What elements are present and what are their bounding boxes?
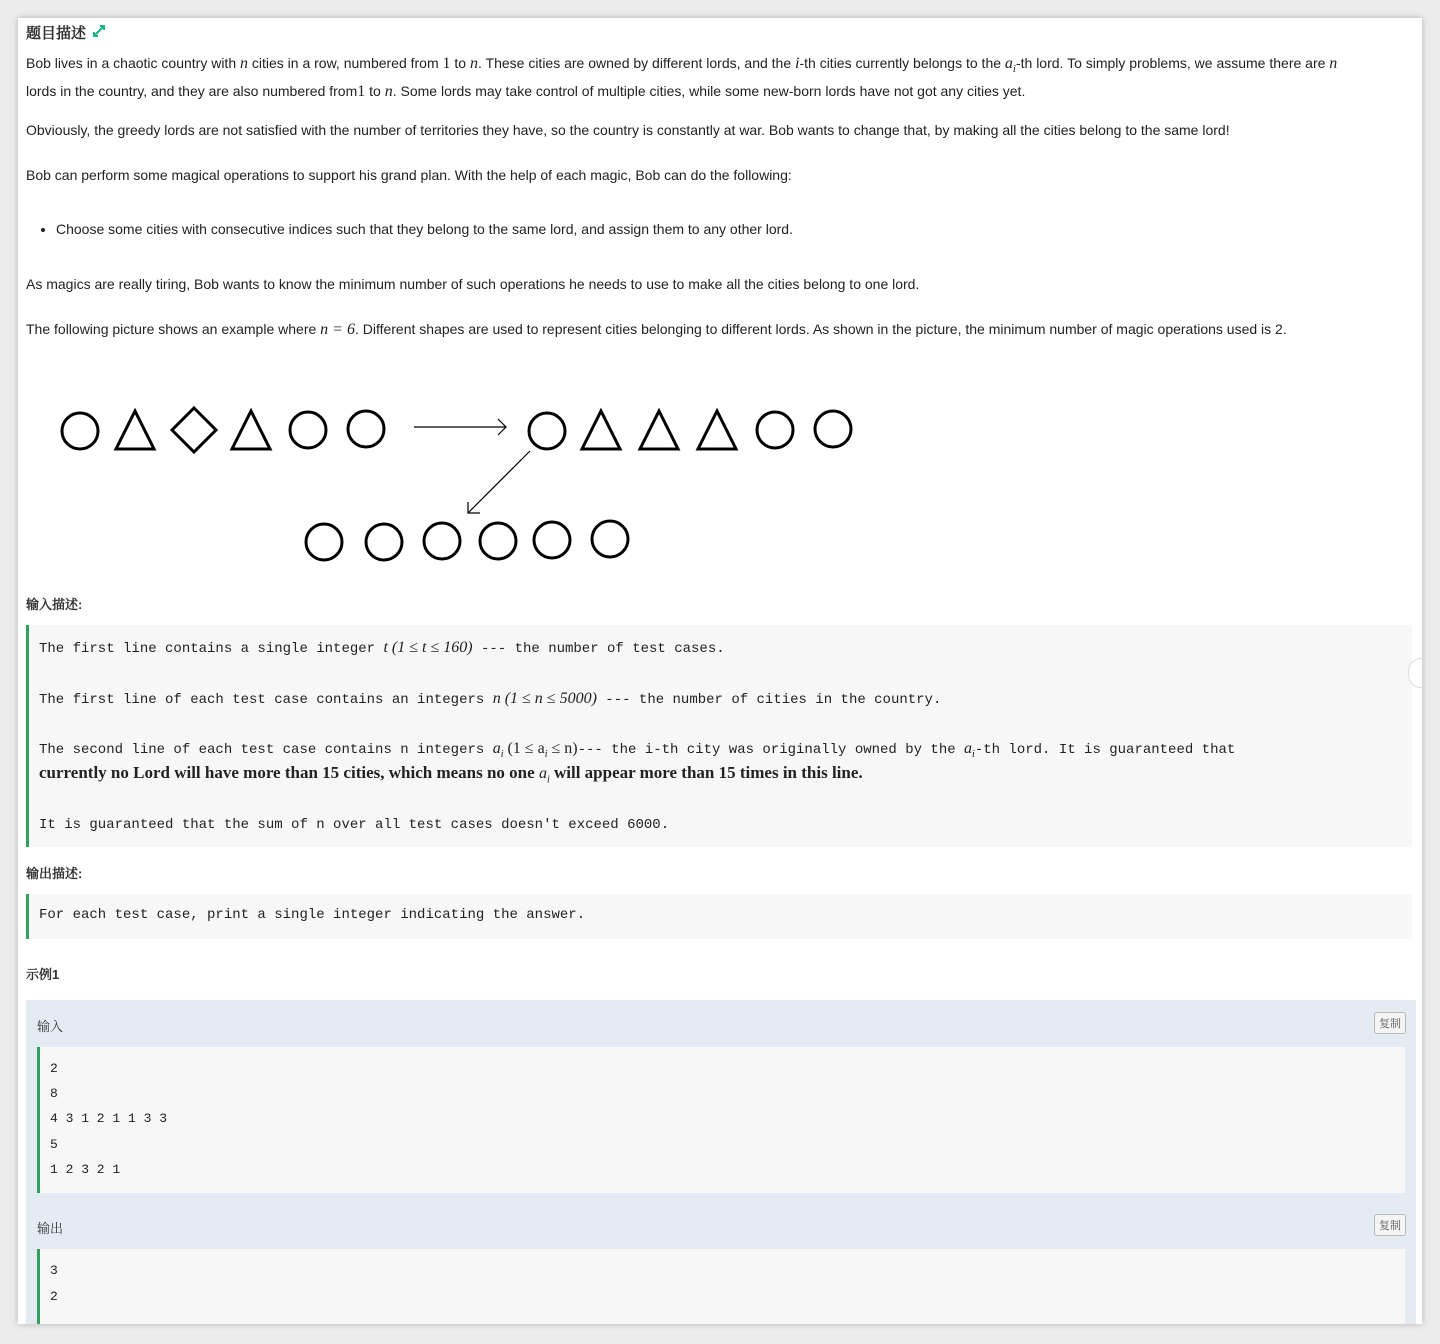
code-line: 5 — [50, 1137, 58, 1152]
city-circle-shape — [534, 522, 570, 558]
input-description-block — [26, 625, 1412, 847]
code-line: 2 — [50, 1289, 58, 1304]
city-triangle-shape — [582, 411, 620, 449]
city-circle-shape — [306, 524, 342, 560]
code-line: 1 2 3 2 1 — [50, 1162, 121, 1177]
code-line: 3 — [50, 1263, 58, 1278]
output-description-label: 输出描述: — [26, 866, 83, 881]
arrow-down-left-line — [468, 451, 530, 513]
input-line-1: The first line contains a single integer t (1 ≤ t ≤ 160) --- the number of test cases. — [39, 639, 725, 657]
list-item: • Choose some cities with consecutive indices such that they belong to the same lord, and assign them to any other lord. — [56, 218, 793, 240]
example-output-label: 输出 — [37, 1221, 64, 1236]
description-paragraph-2: Obviously, the greedy lords are not satisfied with the number of territories they have, so the country is constantly at war. Bob wants to change that, by making all the cities belong to the same lord! — [26, 122, 1230, 138]
copy-output-button[interactable]: 复制 — [1374, 1214, 1406, 1236]
city-circle-shape — [290, 412, 326, 448]
city-triangle-shape — [698, 411, 736, 449]
city-triangle-shape — [116, 411, 154, 449]
problem-card — [18, 18, 1422, 1324]
city-circle-shape — [480, 523, 516, 559]
example-input-label: 输入 — [37, 1019, 64, 1034]
city-circle-shape — [815, 411, 851, 447]
operation-list — [26, 218, 793, 240]
city-circle-shape — [62, 413, 98, 449]
city-circle-shape — [424, 523, 460, 559]
description-paragraph-1: Bob lives in a chaotic country with n cities in a row, numbered from 1 to n. These cities are owned by different lords, and the i-th cities currently belongs to the $a_i-th$ lord. To simply problems, we assume there are n lords in the country, and they are also numbered from1 to n. Some lords may take control of multiple cities, while some new-born lords have not got any cities yet. — [26, 55, 1338, 100]
city-circle-shape — [348, 411, 384, 447]
input-line-4: currently no Lord will have more than 15 cities, which means no one $a_i$ will appear more than 15 times in this line. — [39, 763, 863, 786]
input-line-3: The second line of each test case contains n integers $a_i$ $(1 \le a_i \le n)---$ the i-th city was originally owned by the $a_i-th$ lord. It is guaranteed that — [39, 740, 1236, 760]
city-circle-shape — [529, 413, 565, 449]
city-diamond-shape — [172, 408, 216, 452]
output-line-1: For each test case, print a single integer indicating the answer. — [39, 907, 586, 923]
description-paragraph-3: Bob can perform some magical operations to support his grand plan. With the help of each magic, Bob can do the following: — [26, 167, 792, 183]
code-line: 4 3 1 2 1 1 3 3 — [50, 1111, 168, 1126]
page-title — [26, 22, 106, 43]
description-paragraph-4: As magics are really tiring, Bob wants to know the minimum number of such operations he needs to use to make all the cities belong to one lord. — [26, 276, 920, 292]
city-circle-shape — [366, 524, 402, 560]
copy-input-button[interactable]: 复制 — [1374, 1012, 1406, 1034]
input-line-2: The first line of each test case contains an integers n (1 ≤ n ≤ 5000) --- the number of cities in the country. — [39, 690, 942, 708]
example-output-code — [37, 1249, 1405, 1324]
input-line-5: It is guaranteed that the sum of n over all test cases doesn't exceed 6000. — [39, 817, 670, 833]
tag-icon[interactable] — [92, 24, 106, 41]
example-input-code — [37, 1047, 1405, 1193]
city-circle-shape — [592, 521, 628, 557]
input-description-label: 输入描述: — [26, 597, 83, 612]
page-title-text: 题目描述 — [26, 25, 87, 42]
city-circle-shape — [757, 412, 793, 448]
code-line: 8 — [50, 1086, 58, 1101]
example-figure — [38, 378, 858, 583]
city-triangle-shape — [232, 411, 270, 449]
example-title: 示例1 — [26, 967, 60, 982]
city-triangle-shape — [640, 411, 678, 449]
example-box — [26, 1000, 1416, 1324]
code-line: 2 — [50, 1061, 58, 1076]
output-description-block — [26, 894, 1412, 939]
description-paragraph-5: The following picture shows an example where n = 6. Different shapes are used to represent cities belonging to different lords. As shown in the picture, the minimum number of magic operations used is 2. — [26, 321, 1287, 338]
